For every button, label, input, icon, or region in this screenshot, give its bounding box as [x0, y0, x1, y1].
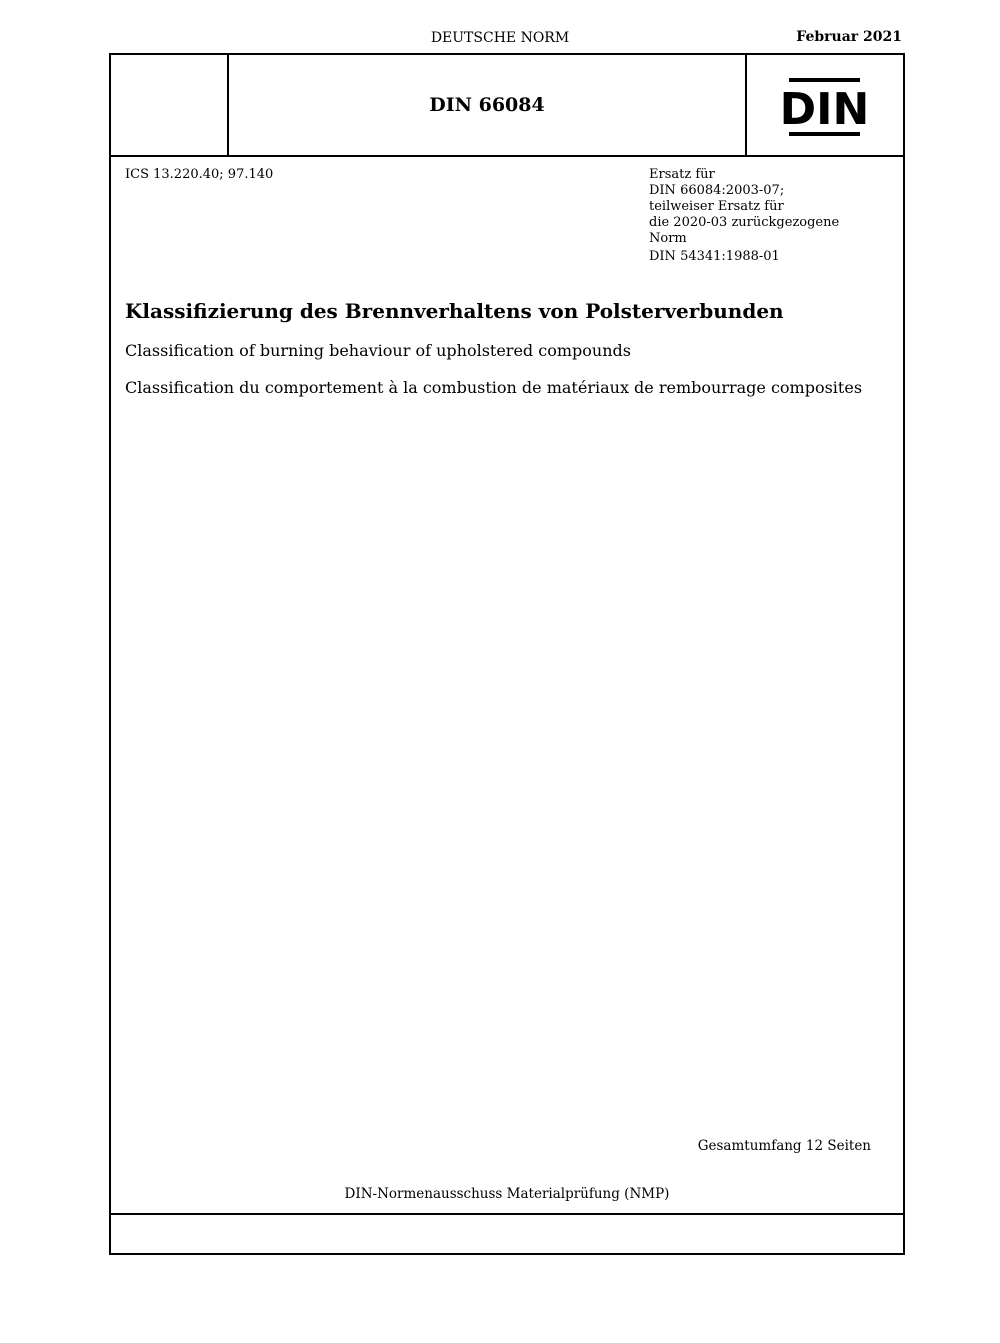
header-empty-cell: [111, 55, 229, 155]
replacement-line: Ersatz für: [649, 167, 715, 182]
replacement-line: DIN 66084:2003-07;: [649, 183, 785, 198]
title-german: Klassifizierung des Brennverhaltens von Polsterverbunden: [125, 299, 784, 323]
document-type-label: DEUTSCHE NORM: [430, 30, 570, 46]
replacement-line: DIN 54341:1988-01: [649, 249, 780, 264]
replacement-line: Norm: [649, 231, 687, 246]
replacement-line: die 2020-03 zurückgezogene: [649, 215, 840, 230]
total-pages: Gesamtumfang 12 Seiten: [697, 1138, 871, 1154]
title-french: Classification du comportement à la combustion de matériaux de rembourrage composites: [125, 378, 863, 397]
replacement-info: [649, 167, 839, 265]
footer-divider: [111, 1213, 903, 1215]
publication-date: Februar 2021: [796, 29, 902, 45]
standard-number: DIN 66084: [229, 55, 747, 155]
replacement-line: teilweiser Ersatz für: [649, 199, 784, 214]
din-logo-icon: [779, 77, 870, 137]
title-english: Classification of burning behaviour of upholstered compounds: [125, 341, 631, 360]
header-row: [111, 55, 903, 157]
standards-committee: DIN-Normenausschuss Materialprüfung (NMP): [344, 1186, 670, 1202]
cover-frame: [109, 53, 905, 1255]
ics-code: ICS 13.220.40; 97.140: [125, 167, 274, 182]
din-logo-text: DIN: [779, 84, 870, 135]
